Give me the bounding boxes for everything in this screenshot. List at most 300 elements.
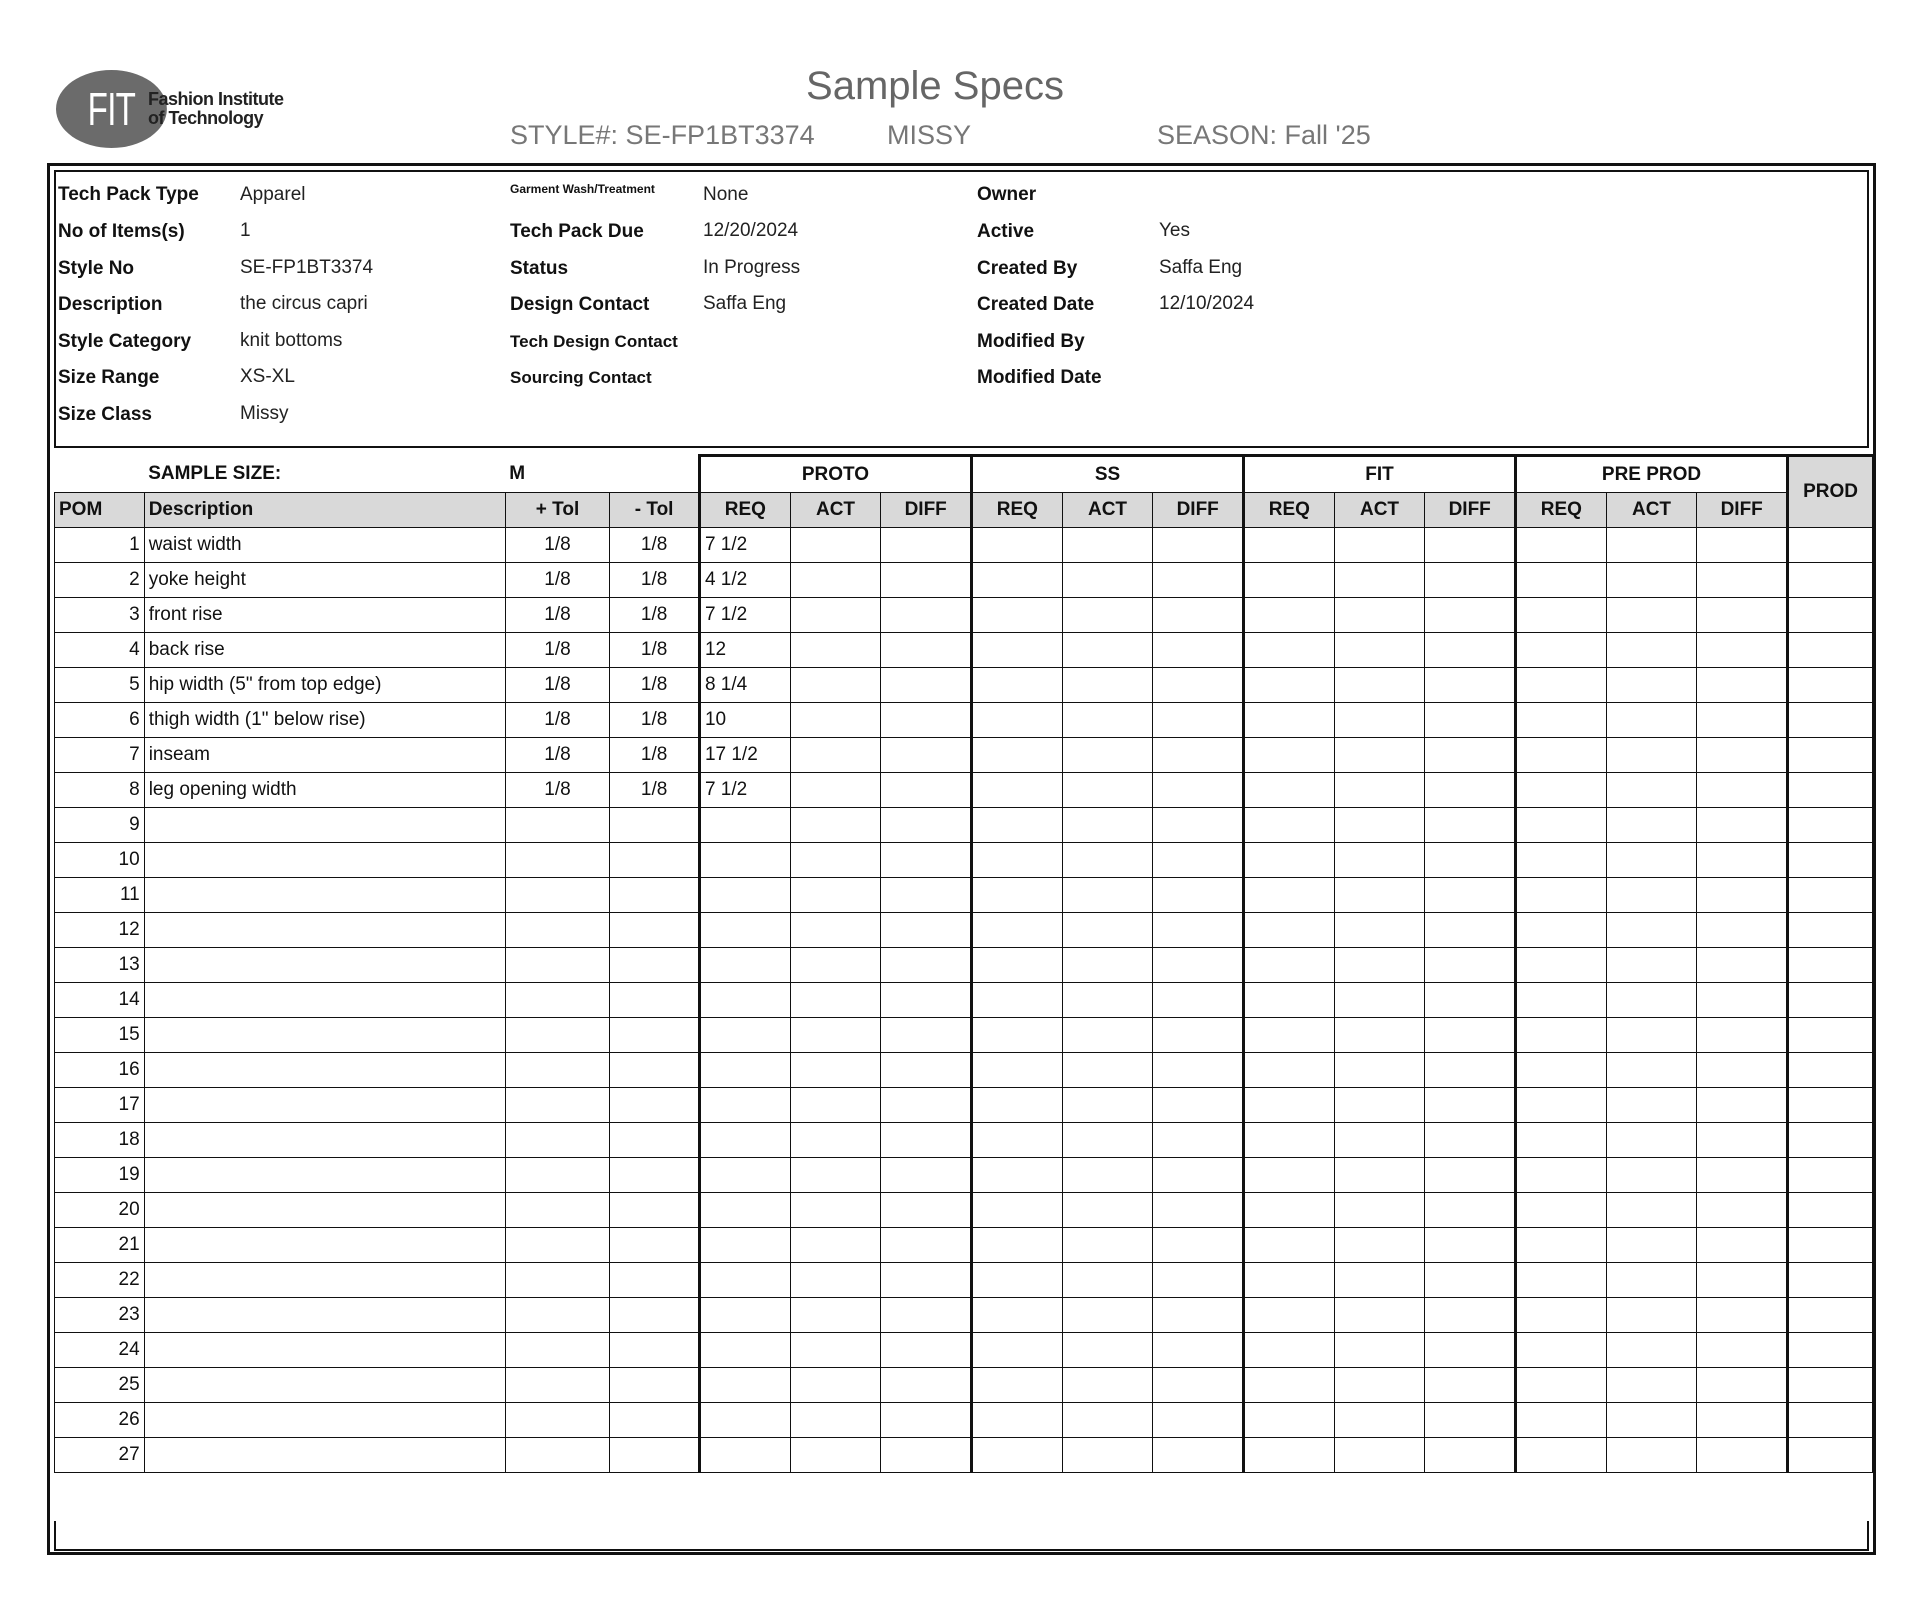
description-cell	[144, 1263, 505, 1298]
proto-act-cell	[790, 1193, 881, 1228]
ss-diff-cell	[1153, 598, 1244, 633]
col-fit-act: ACT	[1334, 493, 1425, 528]
pom-cell: 1	[55, 528, 145, 563]
owner-label: Owner	[977, 184, 1037, 205]
prod-cell	[1788, 738, 1873, 773]
ss-diff-cell	[1153, 948, 1244, 983]
ss-act-cell	[1062, 1193, 1153, 1228]
minus-tol-cell	[610, 1298, 700, 1333]
prod-cell	[1788, 668, 1873, 703]
description-cell: back rise	[144, 633, 505, 668]
proto-act-cell	[790, 668, 881, 703]
style-category-value: knit bottoms	[240, 330, 343, 351]
prod-cell	[1788, 843, 1873, 878]
pom-cell: 18	[55, 1123, 145, 1158]
plus-tol-cell	[505, 1368, 610, 1403]
tech-pack-due-value: 12/20/2024	[703, 220, 799, 241]
pom-cell: 17	[55, 1088, 145, 1123]
table-row	[55, 703, 1873, 738]
prod-cell	[1788, 563, 1873, 598]
plus-tol-cell	[505, 1438, 610, 1473]
minus-tol-cell: 1/8	[610, 668, 700, 703]
minus-tol-cell	[610, 808, 700, 843]
proto-req-cell: 7 1/2	[699, 598, 790, 633]
description-cell	[144, 1088, 505, 1123]
pre-prod-diff-cell	[1697, 1123, 1788, 1158]
col-pre-prod-act: ACT	[1606, 493, 1697, 528]
style-no-label: Style No	[58, 258, 135, 279]
proto-act-cell	[790, 1403, 881, 1438]
fit-req-cell	[1244, 633, 1335, 668]
prod-cell	[1788, 1333, 1873, 1368]
table-row	[55, 1123, 1873, 1158]
pre-prod-act-cell	[1606, 1088, 1697, 1123]
description-cell	[144, 1193, 505, 1228]
pre-prod-req-cell	[1516, 913, 1607, 948]
fit-act-cell	[1334, 913, 1425, 948]
ss-req-cell	[972, 1088, 1063, 1123]
description-cell	[144, 1333, 505, 1368]
table-row	[55, 1438, 1873, 1473]
fit-act-cell	[1334, 1438, 1425, 1473]
fit-req-cell	[1244, 668, 1335, 703]
fit-diff-cell	[1425, 1368, 1516, 1403]
fit-req-cell	[1244, 878, 1335, 913]
plus-tol-cell: 1/8	[505, 528, 610, 563]
fit-req-cell	[1244, 1158, 1335, 1193]
spec-table	[54, 454, 1873, 1473]
minus-tol-cell	[610, 1333, 700, 1368]
table-row	[55, 773, 1873, 808]
proto-act-cell	[790, 738, 881, 773]
proto-diff-cell	[881, 1403, 972, 1438]
proto-req-cell	[699, 948, 790, 983]
proto-diff-cell	[881, 1298, 972, 1333]
size-range-value: XS-XL	[240, 366, 295, 387]
pom-cell: 19	[55, 1158, 145, 1193]
ss-req-cell	[972, 1333, 1063, 1368]
fit-req-cell	[1244, 563, 1335, 598]
fit-req-cell	[1244, 913, 1335, 948]
fit-diff-cell	[1425, 1438, 1516, 1473]
pre-prod-act-cell	[1606, 528, 1697, 563]
ss-diff-cell	[1153, 843, 1244, 878]
fit-diff-cell	[1425, 1123, 1516, 1158]
ss-act-cell	[1062, 843, 1153, 878]
description-cell	[144, 1368, 505, 1403]
pre-prod-act-cell	[1606, 843, 1697, 878]
fit-diff-cell	[1425, 843, 1516, 878]
ss-diff-cell	[1153, 1053, 1244, 1088]
proto-act-cell	[790, 598, 881, 633]
plus-tol-cell: 1/8	[505, 598, 610, 633]
prod-cell	[1788, 808, 1873, 843]
minus-tol-cell	[610, 1403, 700, 1438]
pre-prod-diff-cell	[1697, 1018, 1788, 1053]
created-by-value: Saffa Eng	[1159, 257, 1243, 278]
proto-diff-cell	[881, 1438, 972, 1473]
pre-prod-diff-cell	[1697, 1403, 1788, 1438]
proto-req-cell	[699, 1333, 790, 1368]
ss-diff-cell	[1153, 633, 1244, 668]
ss-act-cell	[1062, 703, 1153, 738]
proto-req-cell	[699, 1298, 790, 1333]
fit-diff-cell	[1425, 808, 1516, 843]
style-number: STYLE#: SE-FP1BT3374	[510, 120, 815, 150]
proto-act-cell	[790, 878, 881, 913]
plus-tol-cell	[505, 808, 610, 843]
prod-cell	[1788, 983, 1873, 1018]
proto-act-cell	[790, 843, 881, 878]
pre-prod-act-cell	[1606, 1018, 1697, 1053]
fit-req-cell	[1244, 1298, 1335, 1333]
ss-req-cell	[972, 808, 1063, 843]
proto-req-cell: 7 1/2	[699, 528, 790, 563]
proto-diff-cell	[881, 948, 972, 983]
plus-tol-cell: 1/8	[505, 703, 610, 738]
plus-tol-cell	[505, 878, 610, 913]
description-cell	[144, 983, 505, 1018]
pom-cell: 24	[55, 1333, 145, 1368]
pom-cell: 10	[55, 843, 145, 878]
col-pom: POM	[55, 493, 145, 528]
pre-prod-req-cell	[1516, 1333, 1607, 1368]
ss-req-cell	[972, 878, 1063, 913]
col-ss-act: ACT	[1062, 493, 1153, 528]
pre-prod-act-cell	[1606, 1263, 1697, 1298]
pom-cell: 9	[55, 808, 145, 843]
pre-prod-act-cell	[1606, 1368, 1697, 1403]
col-fit-diff: DIFF	[1425, 493, 1516, 528]
pre-prod-act-cell	[1606, 983, 1697, 1018]
style-category-label: Style Category	[58, 331, 192, 352]
ss-act-cell	[1062, 913, 1153, 948]
minus-tol-cell	[610, 878, 700, 913]
prod-cell	[1788, 598, 1873, 633]
items-value: 1	[240, 220, 251, 241]
proto-diff-cell	[881, 1193, 972, 1228]
prod-cell	[1788, 1158, 1873, 1193]
fit-req-cell	[1244, 948, 1335, 983]
pre-prod-act-cell	[1606, 1438, 1697, 1473]
ss-req-cell	[972, 1158, 1063, 1193]
proto-req-cell: 10	[699, 703, 790, 738]
col-proto-req: REQ	[699, 493, 790, 528]
fit-req-cell	[1244, 598, 1335, 633]
pom-cell: 6	[55, 703, 145, 738]
spec-sheet-frame	[47, 163, 1876, 1555]
proto-act-cell	[790, 1263, 881, 1298]
ss-act-cell	[1062, 1263, 1153, 1298]
group-fit: FIT	[1244, 456, 1516, 493]
ss-diff-cell	[1153, 913, 1244, 948]
ss-act-cell	[1062, 1438, 1153, 1473]
pre-prod-act-cell	[1606, 1193, 1697, 1228]
minus-tol-cell	[610, 1158, 700, 1193]
fit-req-cell	[1244, 528, 1335, 563]
table-row	[55, 528, 1873, 563]
ss-act-cell	[1062, 1123, 1153, 1158]
pre-prod-act-cell	[1606, 1053, 1697, 1088]
proto-diff-cell	[881, 528, 972, 563]
ss-req-cell	[972, 528, 1063, 563]
ss-req-cell	[972, 1193, 1063, 1228]
pre-prod-req-cell	[1516, 1123, 1607, 1158]
minus-tol-cell	[610, 1438, 700, 1473]
pre-prod-act-cell	[1606, 1298, 1697, 1333]
proto-act-cell	[790, 1158, 881, 1193]
pom-cell: 5	[55, 668, 145, 703]
proto-diff-cell	[881, 983, 972, 1018]
table-row	[55, 948, 1873, 983]
ss-act-cell	[1062, 878, 1153, 913]
plus-tol-cell	[505, 983, 610, 1018]
size-range-label: Size Range	[58, 367, 160, 388]
minus-tol-cell	[610, 1368, 700, 1403]
pre-prod-diff-cell	[1697, 1263, 1788, 1298]
proto-diff-cell	[881, 1263, 972, 1298]
table-row	[55, 878, 1873, 913]
proto-diff-cell	[881, 703, 972, 738]
table-row	[55, 913, 1873, 948]
description-cell	[144, 843, 505, 878]
minus-tol-cell	[610, 983, 700, 1018]
pre-prod-act-cell	[1606, 1123, 1697, 1158]
description-cell	[144, 1123, 505, 1158]
pre-prod-req-cell	[1516, 668, 1607, 703]
ss-diff-cell	[1153, 668, 1244, 703]
pom-cell: 3	[55, 598, 145, 633]
prod-cell	[1788, 703, 1873, 738]
pre-prod-req-cell	[1516, 843, 1607, 878]
ss-req-cell	[972, 738, 1063, 773]
description-value: the circus capri	[240, 293, 368, 314]
pre-prod-req-cell	[1516, 1088, 1607, 1123]
group-pre-prod: PRE PROD	[1516, 456, 1788, 493]
logo-line-2: of Technology	[148, 108, 264, 128]
minus-tol-cell	[610, 843, 700, 878]
proto-diff-cell	[881, 563, 972, 598]
proto-diff-cell	[881, 738, 972, 773]
ss-diff-cell	[1153, 1263, 1244, 1298]
sample-size-label: SAMPLE SIZE:	[144, 456, 505, 493]
fit-logo-mark-text: FIT	[87, 83, 136, 135]
prod-cell	[1788, 1368, 1873, 1403]
fit-act-cell	[1334, 1088, 1425, 1123]
proto-req-cell	[699, 808, 790, 843]
ss-req-cell	[972, 1228, 1063, 1263]
ss-diff-cell	[1153, 808, 1244, 843]
fit-diff-cell	[1425, 1193, 1516, 1228]
fit-diff-cell	[1425, 528, 1516, 563]
pre-prod-act-cell	[1606, 563, 1697, 598]
pre-prod-req-cell	[1516, 1018, 1607, 1053]
pom-cell: 21	[55, 1228, 145, 1263]
tech-pack-due-label: Tech Pack Due	[510, 221, 644, 242]
minus-tol-cell	[610, 1123, 700, 1158]
size-class-label: Size Class	[58, 404, 152, 425]
size-category: MISSY	[887, 120, 972, 150]
minus-tol-cell: 1/8	[610, 773, 700, 808]
proto-act-cell	[790, 1368, 881, 1403]
pom-cell: 8	[55, 773, 145, 808]
ss-act-cell	[1062, 738, 1153, 773]
fit-req-cell	[1244, 1228, 1335, 1263]
ss-diff-cell	[1153, 703, 1244, 738]
pom-cell: 23	[55, 1298, 145, 1333]
proto-req-cell: 8 1/4	[699, 668, 790, 703]
prod-cell	[1788, 1403, 1873, 1438]
fit-req-cell	[1244, 1088, 1335, 1123]
plus-tol-cell	[505, 1263, 610, 1298]
ss-act-cell	[1062, 808, 1153, 843]
prod-cell	[1788, 528, 1873, 563]
pre-prod-diff-cell	[1697, 633, 1788, 668]
ss-req-cell	[972, 1438, 1063, 1473]
ss-act-cell	[1062, 983, 1153, 1018]
proto-req-cell	[699, 983, 790, 1018]
ss-diff-cell	[1153, 738, 1244, 773]
table-row	[55, 1368, 1873, 1403]
table-row	[55, 1018, 1873, 1053]
proto-diff-cell	[881, 878, 972, 913]
fit-diff-cell	[1425, 598, 1516, 633]
logo-line-1: Fashion Institute	[148, 89, 284, 109]
prod-cell	[1788, 1018, 1873, 1053]
ss-diff-cell	[1153, 1088, 1244, 1123]
description-cell	[144, 1053, 505, 1088]
table-row	[55, 1263, 1873, 1298]
fit-act-cell	[1334, 598, 1425, 633]
plus-tol-cell	[505, 843, 610, 878]
pre-prod-act-cell	[1606, 703, 1697, 738]
description-cell: hip width (5" from top edge)	[144, 668, 505, 703]
prod-cell	[1788, 1053, 1873, 1088]
pom-cell: 25	[55, 1368, 145, 1403]
prod-cell	[1788, 773, 1873, 808]
ss-req-cell	[972, 598, 1063, 633]
proto-req-cell	[699, 1193, 790, 1228]
fit-diff-cell	[1425, 668, 1516, 703]
ss-diff-cell	[1153, 1368, 1244, 1403]
pre-prod-diff-cell	[1697, 598, 1788, 633]
ss-req-cell	[972, 983, 1063, 1018]
fit-act-cell	[1334, 528, 1425, 563]
ss-act-cell	[1062, 633, 1153, 668]
pre-prod-diff-cell	[1697, 528, 1788, 563]
plus-tol-cell	[505, 948, 610, 983]
table-row	[55, 1053, 1873, 1088]
pre-prod-diff-cell	[1697, 773, 1788, 808]
ss-act-cell	[1062, 1298, 1153, 1333]
ss-req-cell	[972, 1018, 1063, 1053]
pom-cell: 11	[55, 878, 145, 913]
fit-req-cell	[1244, 808, 1335, 843]
ss-diff-cell	[1153, 563, 1244, 598]
plus-tol-cell: 1/8	[505, 738, 610, 773]
fit-diff-cell	[1425, 1333, 1516, 1368]
proto-act-cell	[790, 913, 881, 948]
proto-req-cell: 12	[699, 633, 790, 668]
fit-diff-cell	[1425, 1298, 1516, 1333]
page-title: Sample Specs	[806, 64, 1064, 108]
pre-prod-req-cell	[1516, 1438, 1607, 1473]
proto-req-cell	[699, 1403, 790, 1438]
plus-tol-cell: 1/8	[505, 773, 610, 808]
items-label: No of Items(s)	[58, 221, 185, 242]
pom-cell: 14	[55, 983, 145, 1018]
group-prod: PROD	[1788, 456, 1873, 528]
ss-act-cell	[1062, 948, 1153, 983]
fit-req-cell	[1244, 843, 1335, 878]
proto-req-cell	[699, 1018, 790, 1053]
table-row	[55, 1298, 1873, 1333]
minus-tol-cell: 1/8	[610, 633, 700, 668]
pre-prod-diff-cell	[1697, 1333, 1788, 1368]
col-minus-tol: - Tol	[610, 493, 700, 528]
prod-cell	[1788, 948, 1873, 983]
fit-act-cell	[1334, 1403, 1425, 1438]
proto-act-cell	[790, 1333, 881, 1368]
fit-req-cell	[1244, 983, 1335, 1018]
pre-prod-diff-cell	[1697, 913, 1788, 948]
pre-prod-req-cell	[1516, 1368, 1607, 1403]
prod-cell	[1788, 913, 1873, 948]
description-cell	[144, 948, 505, 983]
proto-diff-cell	[881, 1158, 972, 1193]
proto-act-cell	[790, 773, 881, 808]
proto-act-cell	[790, 1053, 881, 1088]
ss-diff-cell	[1153, 1018, 1244, 1053]
proto-req-cell	[699, 1053, 790, 1088]
fit-diff-cell	[1425, 878, 1516, 913]
tech-design-contact-label: Tech Design Contact	[510, 332, 678, 351]
proto-req-cell: 4 1/2	[699, 563, 790, 598]
fit-act-cell	[1334, 1123, 1425, 1158]
ss-req-cell	[972, 1263, 1063, 1298]
proto-act-cell	[790, 633, 881, 668]
description-cell	[144, 878, 505, 913]
pre-prod-req-cell	[1516, 948, 1607, 983]
fit-act-cell	[1334, 1018, 1425, 1053]
status-label: Status	[510, 258, 569, 279]
plus-tol-cell	[505, 1123, 610, 1158]
table-row	[55, 598, 1873, 633]
tech-pack-info	[54, 170, 1869, 448]
fit-diff-cell	[1425, 913, 1516, 948]
pre-prod-act-cell	[1606, 633, 1697, 668]
fit-diff-cell	[1425, 983, 1516, 1018]
proto-act-cell	[790, 703, 881, 738]
table-row	[55, 1193, 1873, 1228]
col-fit-req: REQ	[1244, 493, 1335, 528]
minus-tol-cell	[610, 1263, 700, 1298]
pre-prod-diff-cell	[1697, 563, 1788, 598]
pre-prod-diff-cell	[1697, 948, 1788, 983]
proto-diff-cell	[881, 1088, 972, 1123]
plus-tol-cell: 1/8	[505, 563, 610, 598]
ss-diff-cell	[1153, 1333, 1244, 1368]
ss-act-cell	[1062, 563, 1153, 598]
pre-prod-diff-cell	[1697, 668, 1788, 703]
plus-tol-cell	[505, 1193, 610, 1228]
design-contact-label: Design Contact	[510, 294, 650, 315]
pom-cell: 13	[55, 948, 145, 983]
prod-cell	[1788, 1228, 1873, 1263]
modified-by-label: Modified By	[977, 331, 1085, 352]
ss-diff-cell	[1153, 1193, 1244, 1228]
fit-req-cell	[1244, 703, 1335, 738]
